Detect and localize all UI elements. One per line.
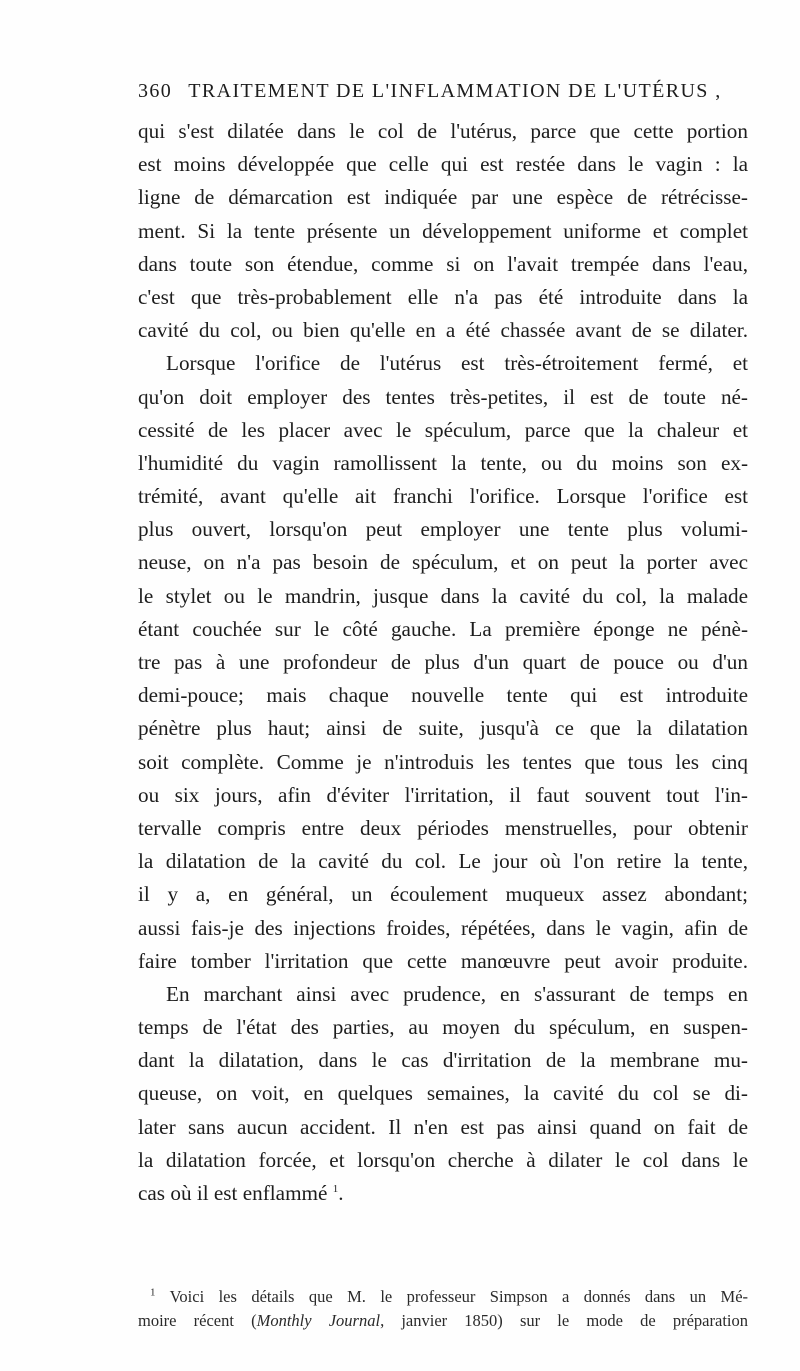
text-line: pénètre plus haut; ainsi de suite, jusqu'à ce que la dilatation: [138, 716, 748, 741]
text-line: la dilatation forcée, et lorsqu'on cherche à dilater le col dans le: [138, 1147, 748, 1172]
text-line: étant couchée sur le côté gauche. La première éponge ne pénè-: [138, 616, 748, 641]
footnote-text: Voici les détails que M. le professeur Simpson a donnés dans un Mé-: [169, 1287, 749, 1306]
text-line: cavité du col, ou bien qu'elle en a été chassée avant de se dilater.: [138, 318, 748, 343]
text-line: qu'on doit employer des tentes très-petites, il est de toute né-: [138, 384, 748, 409]
running-header: [138, 80, 748, 103]
text-line-last: [138, 1177, 748, 1210]
sentence-end: .: [338, 1181, 344, 1205]
text-line: le stylet ou le mandrin, jusque dans la cavité du col, la malade: [138, 583, 748, 608]
text-line: neuse, on n'a pas besoin de spéculum, et on peut la porter avec: [138, 550, 748, 575]
text-line: trémité, avant qu'elle ait franchi l'orifice. Lorsque l'orifice est: [138, 484, 748, 509]
footnote-marker: 1: [150, 1286, 156, 1299]
footnote-text: moire récent (: [138, 1311, 257, 1330]
text-line: ou six jours, afin d'éviter l'irritation, il faut souvent tout l'in-: [138, 782, 748, 807]
footnote-reference: 1: [332, 1182, 339, 1195]
text-line: c'est que très-probablement elle n'a pas été introduite dans la: [138, 284, 748, 309]
text-line: est moins développée que celle qui est restée dans le vagin : la: [138, 152, 748, 177]
text-line-content: cas où il est enflammé: [138, 1181, 328, 1205]
text-line: En marchant ainsi avec prudence, en s'assurant de temps en: [166, 981, 748, 1006]
text-line: ment. Si la tente présente un développement uniforme et complet: [138, 218, 748, 243]
text-line: queuse, on voit, en quelques semaines, la cavité du col se di-: [138, 1081, 748, 1106]
text-line: plus ouvert, lorsqu'on peut employer une tente plus volumi-: [138, 517, 748, 542]
text-line: l'humidité du vagin ramollissent la tente, ou du moins son ex-: [138, 450, 748, 475]
text-line: tre pas à une profondeur de plus d'un quart de pouce ou d'un: [138, 650, 748, 674]
text-line: dant la dilatation, dans le cas d'irritation de la membrane mu-: [138, 1048, 748, 1073]
text-line: dans toute son étendue, comme si on l'avait trempée dans l'eau,: [138, 251, 748, 276]
journal-title: Monthly Journal: [256, 1311, 381, 1330]
text-line: soit complète. Comme je n'introduis les tentes que tous les cinq: [138, 749, 748, 774]
running-title: TRAITEMENT DE L'INFLAMMATION DE L'UTÉRUS ,: [188, 80, 722, 102]
text-line: temps de l'état des parties, au moyen du spéculum, en suspen-: [138, 1015, 748, 1040]
text-line: ligne de démarcation est indiquée par une espèce de rétrécisse-: [138, 185, 748, 210]
footnote: [138, 1285, 748, 1333]
text-line: tervalle compris entre deux périodes menstruelles, pour obtenir: [138, 815, 748, 840]
footnote-line: [138, 1285, 748, 1309]
text-line: faire tomber l'irritation que cette manœuvre peut avoir produite.: [138, 948, 748, 973]
text-line: aussi fais-je des injections froides, répétées, dans le vagin, afin de: [138, 915, 748, 940]
main-text: [138, 115, 748, 1210]
text-line: qui s'est dilatée dans le col de l'utérus, parce que cette portion: [138, 119, 748, 143]
footnote-line: [138, 1309, 748, 1333]
text-line: cessité de les placer avec le spéculum, parce que la chaleur et: [138, 417, 748, 442]
text-line: la dilatation de la cavité du col. Le jour où l'on retire la tente,: [138, 849, 748, 874]
text-line: demi-pouce; mais chaque nouvelle tente qui est introduite: [138, 683, 748, 708]
text-line: il y a, en général, un écoulement muqueux assez abondant;: [138, 882, 748, 907]
text-line: Lorsque l'orifice de l'utérus est très-étroitement fermé, et: [166, 351, 748, 376]
text-line: later sans aucun accident. Il n'en est pas ainsi quand on fait de: [138, 1114, 748, 1139]
page-number: 360: [138, 80, 173, 102]
footnote-text: , janvier 1850) sur le mode de préparation: [380, 1311, 748, 1330]
